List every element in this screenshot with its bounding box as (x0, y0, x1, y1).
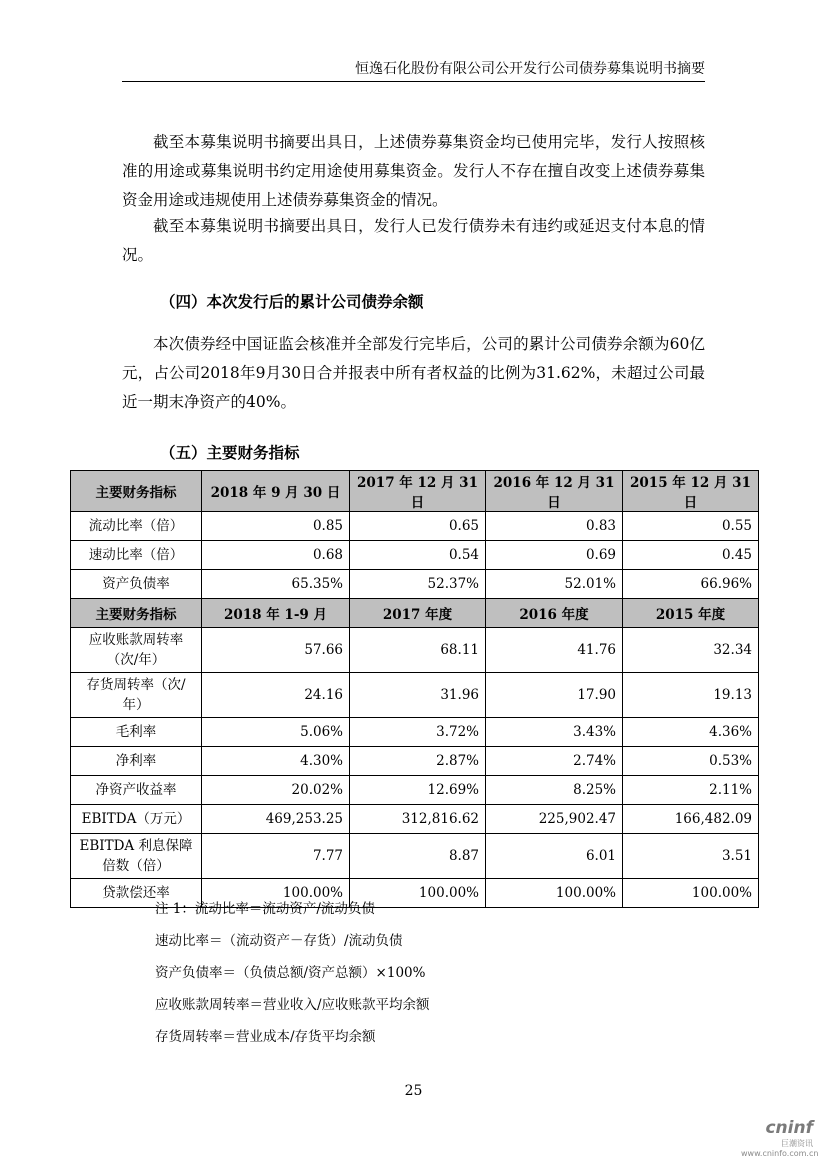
section-heading-5: （五）主要财务指标 (160, 443, 300, 462)
table-row (71, 512, 759, 541)
table-cell: 0.68 (202, 541, 350, 570)
table-row (71, 747, 759, 776)
table-header-cell: 2015 年度 (623, 599, 759, 628)
table-header-cell: 2018 年 9 月 30 日 (202, 471, 350, 512)
table-cell: 2.11% (623, 776, 759, 805)
table-cell: 4.30% (202, 747, 350, 776)
table-cell: 12.69% (350, 776, 486, 805)
table-cell: 166,482.09 (623, 805, 759, 834)
table-cell: 0.54 (350, 541, 486, 570)
table-cell: 100.00% (202, 879, 350, 908)
table-cell: 6.01 (486, 834, 623, 879)
table-cell: 31.96 (350, 673, 486, 718)
table-cell: 65.35% (202, 570, 350, 599)
watermark-brand: cninf (765, 1118, 813, 1138)
table-cell: 2.74% (486, 747, 623, 776)
table-cell: 52.01% (486, 570, 623, 599)
table-row (71, 776, 759, 805)
table-cell: 32.34 (623, 628, 759, 673)
table-header-cell: 2017 年 12 月 31 日 (350, 471, 486, 512)
table-cell: 3.43% (486, 718, 623, 747)
table-cell: 0.53% (623, 747, 759, 776)
paragraph-funds-used: 截至本募集说明书摘要出具日，上述债券募集资金均已使用完毕，发行人按照核准的用途或募集说明书约定用途使用募集资金。发行人不存在擅自改变上述债券募集资金用途或违规使用上述债券募集资金的情况。 (122, 133, 705, 209)
cninfo-watermark-logo (741, 1118, 819, 1158)
table-row (71, 541, 759, 570)
row-label: 贷款偿还率 (71, 879, 202, 908)
row-label: 速动比率（倍） (71, 541, 202, 570)
table-row (71, 570, 759, 599)
row-label: 毛利率 (71, 718, 202, 747)
table-header-row-balance (71, 471, 759, 512)
table-header-cell: 主要财务指标 (71, 471, 202, 512)
row-label: 存货周转率（次/年） (71, 673, 202, 718)
table-cell: 0.55 (623, 512, 759, 541)
table-cell: 68.11 (350, 628, 486, 673)
note-debt-ratio: 资产负债率＝（负债总额/资产总额）×100% (155, 965, 426, 981)
table-cell: 312,816.62 (350, 805, 486, 834)
paragraph-cumulative-bonds: 本次债券经中国证监会核准并全部发行完毕后，公司的累计公司债券余额为60亿元，占公司2018年9月30日合并报表中所有者权益的比例为31.62%，未超过公司最近一期末净资产的40%。 (122, 335, 705, 411)
note-receivables-turnover: 应收账款周转率＝营业收入/应收账款平均余额 (155, 997, 430, 1013)
table-header-cell: 2018 年 1-9 月 (202, 599, 350, 628)
table-cell: 100.00% (350, 879, 486, 908)
table-cell: 469,253.25 (202, 805, 350, 834)
note-current-ratio: 注 1：流动比率＝流动资产/流动负债 (155, 901, 375, 917)
table-header-cell: 主要财务指标 (71, 599, 202, 628)
row-label: 应收账款周转率（次/年） (71, 628, 202, 673)
table-cell: 7.77 (202, 834, 350, 879)
financial-indicators-table (70, 470, 759, 908)
watermark-url: www.cninfo.com.cn (741, 1149, 819, 1158)
watermark-subtitle: 巨潮资讯 (781, 1139, 813, 1148)
table-cell: 8.25% (486, 776, 623, 805)
table-cell: 0.85 (202, 512, 350, 541)
table-cell: 3.51 (623, 834, 759, 879)
table-cell: 17.90 (486, 673, 623, 718)
table-row (71, 673, 759, 718)
table-cell: 8.87 (350, 834, 486, 879)
table-cell: 4.36% (623, 718, 759, 747)
section-heading-4: （四）本次发行后的累计公司债券余额 (160, 292, 424, 311)
header-divider (122, 81, 705, 82)
table-cell: 20.02% (202, 776, 350, 805)
table-cell: 3.72% (350, 718, 486, 747)
table-cell: 66.96% (623, 570, 759, 599)
table-row (71, 805, 759, 834)
table-cell: 0.83 (486, 512, 623, 541)
table-cell: 0.69 (486, 541, 623, 570)
note-inventory-turnover: 存货周转率＝营业成本/存货平均余额 (155, 1029, 376, 1045)
table-header-cell: 2015 年 12 月 31 日 (623, 471, 759, 512)
paragraph-no-default: 截至本募集说明书摘要出具日，发行人已发行债券未有违约或延迟支付本息的情况。 (122, 217, 705, 264)
table-cell: 5.06% (202, 718, 350, 747)
row-label: EBITDA（万元） (71, 805, 202, 834)
table-header-row-period (71, 599, 759, 628)
row-label: 资产负债率 (71, 570, 202, 599)
table-row (71, 834, 759, 879)
row-label: 净资产收益率 (71, 776, 202, 805)
document-header-title: 恒逸石化股份有限公司公开发行公司债券募集说明书摘要 (355, 61, 705, 77)
table-cell: 2.87% (350, 747, 486, 776)
table-cell: 41.76 (486, 628, 623, 673)
table-row (71, 628, 759, 673)
note-quick-ratio: 速动比率＝（流动资产－存货）/流动负债 (155, 933, 403, 949)
table-header-cell: 2016 年度 (486, 599, 623, 628)
table-cell: 0.45 (623, 541, 759, 570)
table-row (71, 718, 759, 747)
table-cell: 57.66 (202, 628, 350, 673)
table-cell: 225,902.47 (486, 805, 623, 834)
table-cell: 100.00% (486, 879, 623, 908)
table-cell: 0.65 (350, 512, 486, 541)
row-label: 流动比率（倍） (71, 512, 202, 541)
table-cell: 52.37% (350, 570, 486, 599)
row-label: 净利率 (71, 747, 202, 776)
page-number: 25 (404, 1083, 423, 1099)
table-header-cell: 2017 年度 (350, 599, 486, 628)
table-cell: 19.13 (623, 673, 759, 718)
table-cell: 24.16 (202, 673, 350, 718)
table-cell: 100.00% (623, 879, 759, 908)
row-label: EBITDA 利息保障倍数（倍） (71, 834, 202, 879)
table-header-cell: 2016 年 12 月 31 日 (486, 471, 623, 512)
